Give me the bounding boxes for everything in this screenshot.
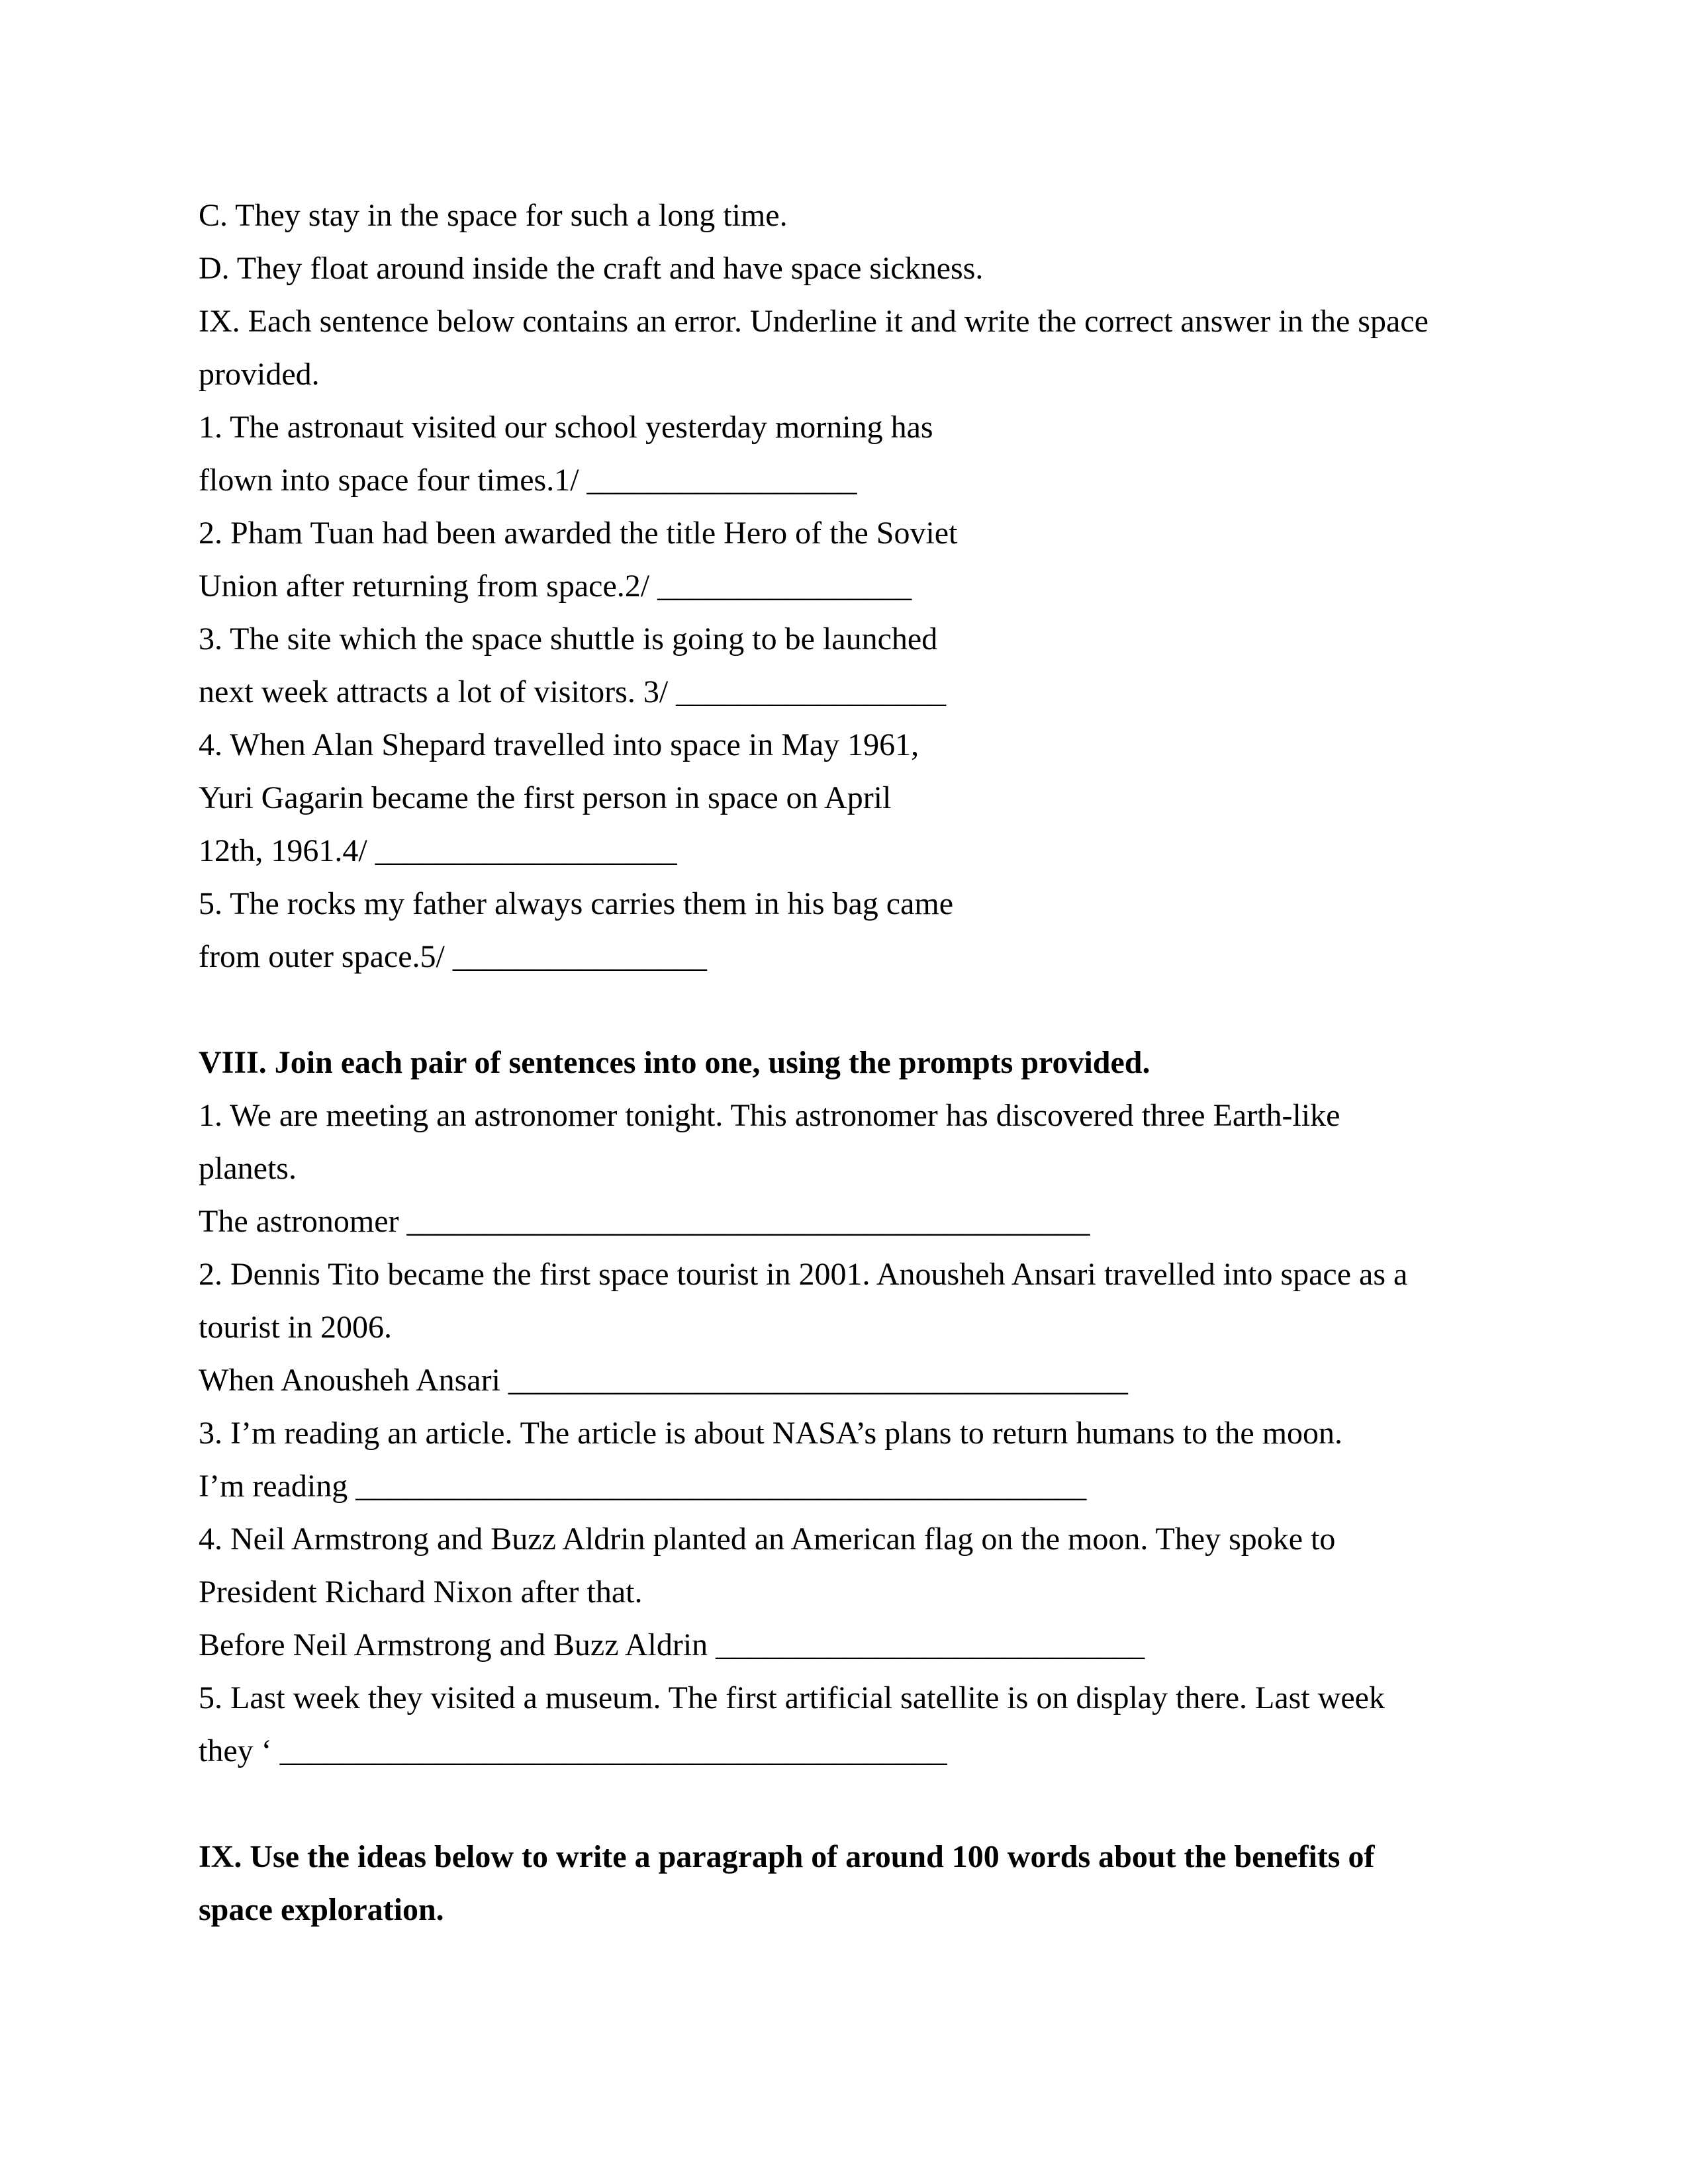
error-item-2-line1: 2. Pham Tuan had been awarded the title Hero of the Soviet <box>199 516 958 551</box>
error-item-5-line2: from outer space.5/ ________________ <box>199 939 707 974</box>
join-item-4-line1: 4. Neil Armstrong and Buzz Aldrin planted an American flag on the moon. They spoke to <box>199 1522 1336 1557</box>
error-item-3-line1: 3. The site which the space shuttle is going to be launched <box>199 621 938 657</box>
error-item-2-line2: Union after returning from space.2/ ________________ <box>199 569 912 604</box>
option-d: D. They float around inside the craft and have space sickness. <box>199 251 984 286</box>
join-item-1-prompt: The astronomer ___________________________________________ <box>199 1204 1090 1239</box>
join-item-1-line1: 1. We are meeting an astronomer tonight. This astronomer has discovered three Earth-like <box>199 1098 1340 1133</box>
error-item-1-line2: flown into space four times.1/ _________________ <box>199 463 857 498</box>
writing-section-heading-cont: space exploration. <box>199 1892 444 1927</box>
join-item-3-prompt: I’m reading ______________________________________________ <box>199 1469 1087 1504</box>
join-item-1-line2: planets. <box>199 1151 297 1186</box>
join-item-5-prompt: they ‘ __________________________________________ <box>199 1733 947 1768</box>
join-item-4-line2: President Richard Nixon after that. <box>199 1574 643 1610</box>
error-item-1-line1: 1. The astronaut visited our school yesterday morning has <box>199 410 933 445</box>
error-item-5-line1: 5. The rocks my father always carries them in his bag came <box>199 886 954 921</box>
join-item-2-line2: tourist in 2006. <box>199 1310 393 1345</box>
join-item-2-line1: 2. Dennis Tito became the first space tourist in 2001. Anousheh Ansari travelled into space as a <box>199 1257 1408 1292</box>
error-item-4-line1: 4. When Alan Shepard travelled into space in May 1961, <box>199 727 919 762</box>
join-item-5-line1: 5. Last week they visited a museum. The first artificial satellite is on display there. Last week <box>199 1680 1385 1715</box>
error-section-heading: IX. Each sentence below contains an error. Underline it and write the correct answer in the space <box>199 304 1429 339</box>
join-item-2-prompt: When Anousheh Ansari _______________________________________ <box>199 1363 1128 1398</box>
error-item-4-line3: 12th, 1961.4/ ___________________ <box>199 833 677 868</box>
join-item-3-line1: 3. I’m reading an article. The article is about NASA’s plans to return humans to the moon. <box>199 1416 1343 1451</box>
error-section-heading-cont: provided. <box>199 357 320 392</box>
join-item-4-prompt: Before Neil Armstrong and Buzz Aldrin ___________________________ <box>199 1627 1145 1662</box>
join-section-heading: VIII. Join each pair of sentences into one, using the prompts provided. <box>199 1045 1150 1080</box>
option-c: C. They stay in the space for such a long time. <box>199 198 788 233</box>
writing-section-heading: IX. Use the ideas below to write a paragraph of around 100 words about the benefits of <box>199 1839 1375 1874</box>
error-item-4-line2: Yuri Gagarin became the first person in space on April <box>199 780 892 815</box>
error-item-3-line2: next week attracts a lot of visitors. 3/ _________________ <box>199 674 947 709</box>
